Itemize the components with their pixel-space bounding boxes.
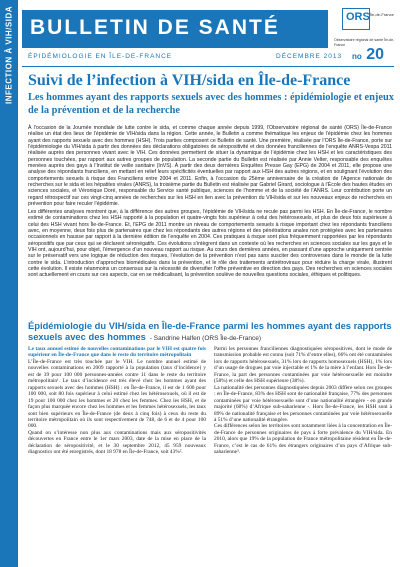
series-label: ÉPIDÉMIOLOGIE EN ÎLE-DE-FRANCE (28, 53, 173, 60)
sidebar-band (0, 0, 18, 567)
subheader (22, 46, 392, 64)
page-subtitle: Les hommes ayant des rapports sexuels avec des hommes : épidémiologie et enjeux de la prévention et de la recherche (28, 92, 394, 116)
intro-paragraph-2: Les différentes analyses montrent que, à la différence des autres groupes, l’épidémie de VIH/sida ne recule pas parmi les HSH. En Île-de-France, le nombre estimé de contaminations chez les HSH rapporté à la population et quatre-vingts fois supérieur à celui des hétérosexuels, et plus de deux fois supérieure à celui des HSH vivant hors Île-de-France. Et, l’EPG de 2011 montre un niveau de comportements sexuels à risque important chez les répondants franciliens avec, en moyenne, deux fois plus de partenaires que chez les répondants des autres régions et des pénétrations anales non protégées avec les partenaires occasionnels en hausse par rapport à la dernière édition de l’enquête en 2004. Ces pratiques à risque sont plus fréquemment rapportées par les répondants séropositifs que par ceux qui se déclarent séronégatifs. Ces évolutions s’intègrent dans un contexte où les recherches en sciences sociales sur les gays et le VIH ont, aujourd’hui, pour objet, l’émergence d’un nouveau rapport au risque. Au cours des dernières années, en passant d’une approche uniquement centrée sur le préservatif vers une logique de réduction des risques, l’évolution de la prévention n’est pas sans susciter des controverses dans le monde de la lutte contre le sida. L’introduction d’approches biomédicales dans la prévention, et le rôle des traitements antirétroviraux pour réduire la charge virale, illustrent cette évolution. Il existe néanmoins un consensus sur la nécessité de diversifier l’offre préventive en direction des gays. Des recherches en sciences sociales sont actuellement en cours sur ces aspects, car en se médicalisant, la prévention soulève de nouvelles questions sociales, éthiques et politiques. (28, 208, 392, 279)
section-heading (28, 320, 392, 344)
issue-number (352, 46, 384, 64)
page-title: Suivi de l’infection à VIH/sida en Île-de-France (28, 72, 351, 89)
logo-name: ORS (346, 11, 370, 23)
issue-number-prefix: no (352, 52, 362, 61)
column-right-paragraph-1: Parmi les personnes franciliennes diagnostiquées séropositives, dont le mode de transmission probable est connu (soit 71% d’entre elles), 66% ont été contaminées lors de rapports hétérosexuels, 31% lors de rapports homosexuels (HSH), 1% lors d’un usage de drogues par voie injectable et 1% de la mère à l’enfant. Hors Île-de-France, la part des personnes contaminées par voie hétérosexuelle est moindre (58%) et celle des HSH supérieure (38%). (214, 346, 392, 385)
section-title: Épidémiologie du VIH/sida en Île-de-France parmi les hommes ayant des rapports sexuels avec des hommes (28, 320, 392, 342)
column-right-paragraph-3: Ces différences selon les territoires sont notamment liées à la concentration en Île-de-France de personnes originaires de pays à forte prévalence du VIH/sida. En 2010, alors que 19% de la population de France métropolitaine résident en Île-de-France, c’est le cas de 61% des étrangers originaires d’un pays d’Afrique sub-saharienne³. (214, 423, 392, 456)
header-rule (22, 66, 394, 67)
lead-heading: Le taux annuel estimé de nouvelles contaminations par le VIH est quatre fois supérieur en Île-de-France que dans le reste du territoire métropolitain (28, 346, 206, 359)
section-author: - Sandrine Halfen (ORS Île-de-France) (149, 335, 262, 342)
sidebar-label: INFECTION À VIH/SIDA (4, 6, 14, 105)
column-left-paragraph-1: L’Île-de-France est très touchée par le VIH. Le nombre annuel estimé de nouvelles contaminations en 2009 rapporté à la population (taux d’incidence) y est de 39 pour 100 000 personnes-années contre 11 dans le reste du territoire métropolitain¹. Le taux d’incidence est très élevé chez les hommes ayant des rapports sexuels avec des hommes (HSH) : en Île-de-France, il est de 1 600 pour 100 000, soit 80 fois supérieur à celui estimé chez les hétérosexuels, où il est de 19 pour 100 000 chez les hommes et 20 chez les femmes. Chez les HSH, et de façon plus marquée encore chez les hommes et les femmes hétérosexuels, les taux sont bien supérieurs en Île-de-France (de deux à cinq fois) à ceux du reste du territoire métropolitain où ils sont respectivement de 748, de 6 et de 4 pour 100 000. (28, 358, 206, 430)
issue-number-value: 20 (366, 46, 385, 63)
bulletin-title: BULLETIN DE SANTÉ (30, 16, 280, 39)
column-right (214, 346, 392, 456)
logo-region: Île-de-France (370, 12, 394, 17)
intro-paragraph-1: À l’occasion de la Journée mondiale de lutte contre le sida, et comme chaque année depuis 1999, l’Observatoire régional de santé (ORS) Île-de-France réalise un état des lieux de l’épidémie de VIH/sida dans la région. Cette année, le Bulletin a comme thématique les enjeux de l’épidémie chez les hommes ayant des rapports sexuels avec des hommes (HSH). Trois parties composent ce Bulletin de santé. Une première, réalisée par l’ORS Île-de-France, porte sur l’épidémiologie du VIH/sida à partir des données des déclarations obligatoires de séropositivité et des données franciliennes de l’enquête ANRS-Vespa 2011 réalisée auprès des personnes vivant avec le VIH. Ces données permettent de situer la dynamique de l’épidémie chez les HSH et les caractéristiques des personnes touchées, par rapport aux autres groupes de population. La seconde partie du Bulletin est réalisée par Annie Velter, responsable des enquêtes menées auprès des gays à l’Institut de veille sanitaire (InVS). À partir des deux dernières Enquêtes Presse Gay (EPG) de 2004 et 2011, elle propose une analyse des répondants franciliens, en mettant en relief leurs spécificités éventuelles par rapport aux HSH des autres régions, et en soulignant l’évolution des comportements sexuels à risque des Franciliens entre 2004 et 2011. Enfin, à l’occasion du 25ème anniversaire de la création de l’Agence nationale de recherches sur le sida et les hépatites virales (ANRS), la troisième partie du Bulletin est réalisée par Gabriel Girard, sociologue à l’École des hautes études en sciences sociales, et Véronique Doré, responsable du Service santé publique, sciences de l’homme et de la société de l’ANRS. Leur contribution porte un regard rétrospectif sur ces vingt-cinq années de recherches sur les HSH en lien avec la prévention du VIH/sida et sur les nouveaux enjeux de recherches en prévention pour faire reculer l’épidémie. (28, 125, 392, 208)
logo-caption: Observatoire régional de santé Île-de-France (334, 38, 395, 47)
column-left (28, 346, 206, 456)
column-right-paragraph-2: La nationalité des personnes diagnostiquées depuis 2003 diffère selon ces groupes : en Île-de-France, 83% des HSH sont de nationalité française, 77% des personnes contaminées par voie hétérosexuelle sont d’une nationalité étrangère - en grande majorité (68%) d’Afrique sub-saharienne -. Hors Île-de-France, les HSH sont à 89% de nationalité française et les personnes contaminées par voie hétérosexuelle à 51% d’une nationalité étrangère. (214, 384, 392, 423)
intro-text (28, 125, 392, 280)
column-left-paragraph-2: Quand on s’intéresse non plus aux contaminations mais aux séropositivités découvertes en France entre le 1er mars 2003, date de la mise en place de la déclaration de séropositivité, et le 30 septembre 2012, 45 959 nouveaux diagnostics ont été enregistrés, dont 18 978 en Île-de-France, soit 43%². (28, 429, 206, 456)
issue-date: DÉCEMBRE 2013 (276, 53, 343, 60)
